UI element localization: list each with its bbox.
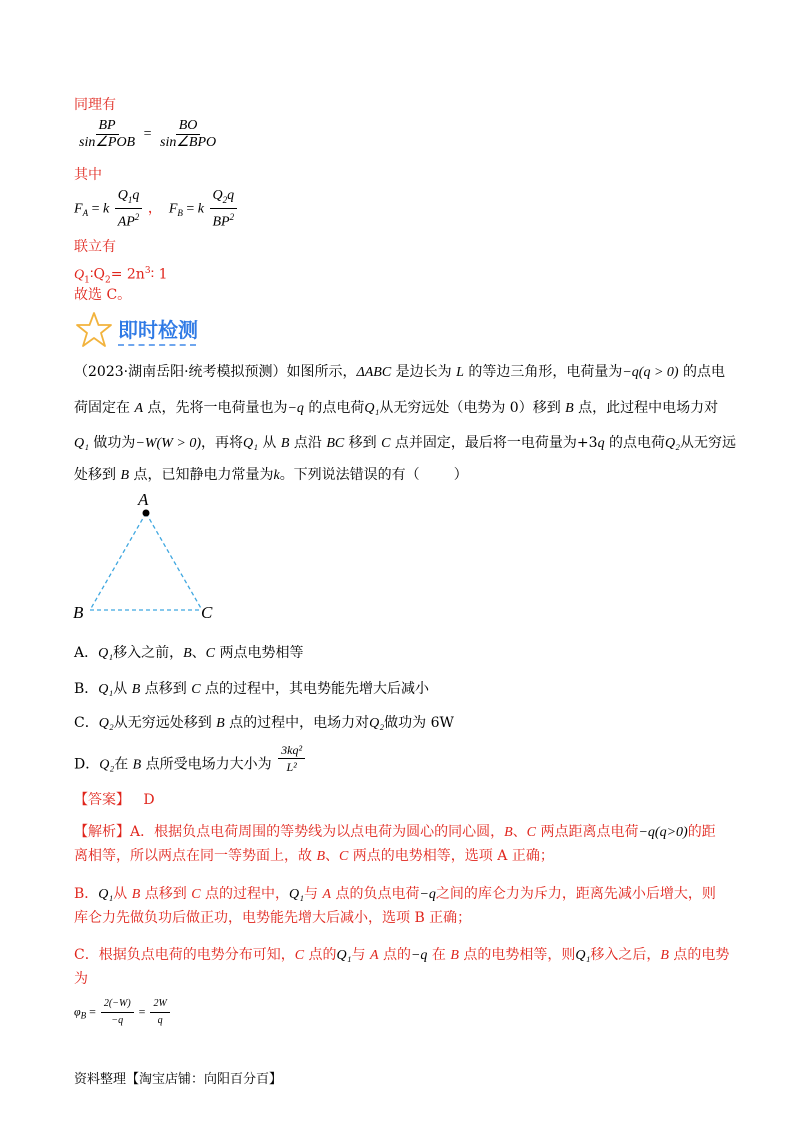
option-a: A．Q₁移入之前，B、C 两点电势相等 — [74, 645, 304, 661]
charge-ratio-result: $Q_1∶Q_2=$ $2n^3∶$ 1 — [74, 266, 168, 286]
vertex-a-label: A — [138, 490, 149, 509]
option-d-fraction: $\frac{\text{3kq²}}{\text{L²}}$ — [278, 742, 305, 775]
analysis-line-3: B．Q₁从 B 点移到 C 点的过程中，Q₁与 A 点的负点电荷−q之间的库仑力为斥力，距离先减小后增大，则 — [74, 886, 716, 902]
analysis-line-5: C．根据负点电荷的电势分布可知，C 点的Q₁与 A 点的−q 在 B 点的电势相等，则Q₁移入之后，B 点的电势 — [74, 947, 730, 963]
edge-ab — [90, 513, 146, 610]
potential-formula: $\varphi_B$ = $\frac{2(-W)}{-q}$ = $\frac{2W}{q}$ — [74, 996, 172, 1029]
tongli-label: 同理有 — [74, 97, 116, 113]
question-line-3: Q₁ 做功为−W(W > 0)，再将Q₁ 从 B 点沿 BC 移到 C 点并固定，最后将一电荷量为+3q 的点电荷Q₂从无穷远 — [74, 435, 737, 451]
question-line-2: 荷固定在 A 点，先将一电荷量也为−q 的点电荷Q₁从无穷远处（电势为 0）移到 B 点，此过程中电场力对 — [74, 400, 719, 416]
option-c: C．Q₂从无穷远处移到 B 点的过程中，电场力对Q₂做功为 6W — [74, 715, 454, 731]
vertex-b-label: B — [73, 603, 84, 622]
question-line-1: （2023·湖南岳阳·统考模拟预测）如图所示，ΔABC 是边长为 L 的等边三角形，电荷量为−q(q > 0) 的点电 — [74, 364, 726, 380]
qizhong-label: 其中 — [74, 167, 102, 183]
answer-label: 【答案】 — [74, 792, 130, 808]
coulomb-force-equations: $F_A = k$ $\frac{Q_1q}{AP^2}$ ， $F_B = k$ $\frac{Q_2q}{BP^2}$ — [74, 188, 239, 230]
ratio-value: = 2n — [110, 266, 145, 283]
choose-c-text: 故选 C。 — [74, 287, 132, 303]
footer-text: 资料整理【淘宝店铺：向阳百分百】 — [74, 1072, 283, 1087]
q1-symbol: Q — [74, 267, 85, 283]
option-d: D．Q₂在 B 点所受电场力大小为 $\frac{\text{3kq²}}{\text{L²}}$ — [74, 748, 307, 781]
analysis-line-2: 离相等，所以两点在同一等势面上，故 B、C 两点的电势相等，选项 A 正确； — [74, 848, 554, 864]
star-icon — [74, 310, 114, 350]
question-line-4: 处移到 B 点，已知静电力常量为k。下列说法错误的有（ ） — [74, 467, 468, 483]
vertex-c-label: C — [201, 603, 213, 622]
ratio-end: ∶ 1 — [150, 266, 168, 283]
analysis-line-4: 库仑力先做负功后做正功，电势能先增大后减小，选项 B 正确； — [74, 910, 472, 926]
answer-value: D — [143, 792, 155, 808]
lianli-label: 联立有 — [74, 239, 116, 255]
edge-ac — [146, 513, 202, 610]
sine-law-equation: $\frac{BP}{\text{sin∠POB}}$ = $\frac{BO}{\text{sin∠BPO}}$ — [79, 118, 217, 150]
analysis-line-1: 【解析】A．根据负点电荷周围的等势线为以点电荷为圆心的同心圆，B、C 两点距离点电荷−q(q>0)的距 — [74, 824, 716, 840]
option-b: B．Q₁从 B 点移到 C 点的过程中，其电势能先增大后减小 — [74, 681, 429, 697]
banner-title: 即时检测 — [118, 318, 198, 342]
answer-line — [74, 790, 155, 810]
ratio-separator: ∶Q — [89, 266, 105, 283]
point-charge-a — [143, 510, 150, 517]
banner-underline — [118, 344, 196, 346]
analysis-line-6: 为 — [74, 971, 88, 987]
